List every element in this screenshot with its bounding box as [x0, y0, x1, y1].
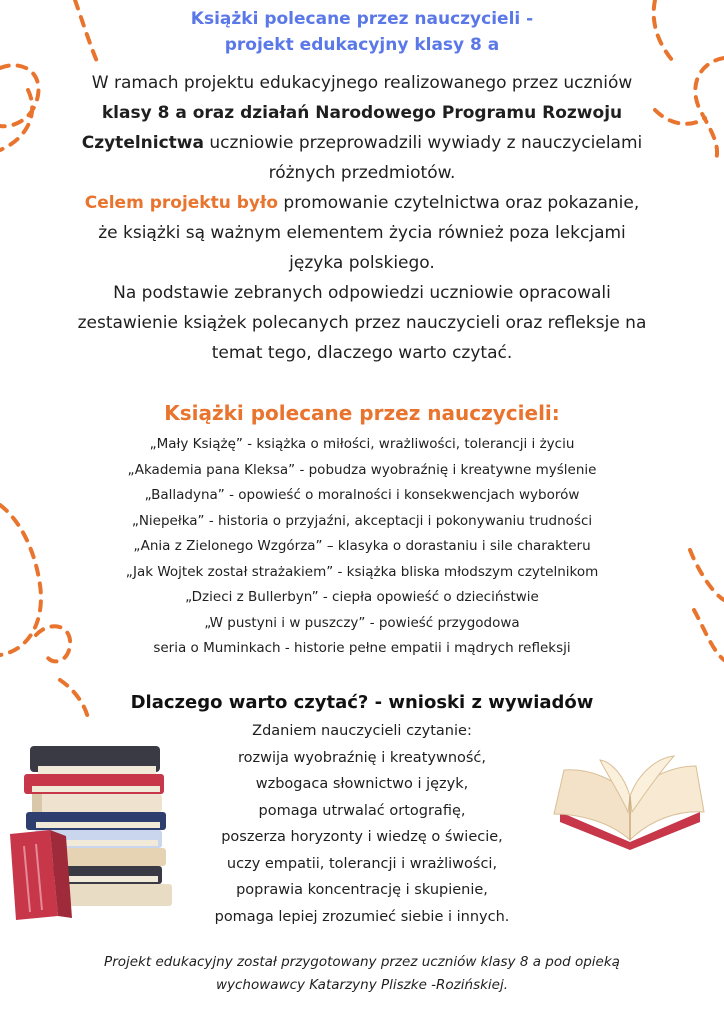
list-item: „Jak Wojtek został strażakiem” - książka bliska młodszym czytelnikom: [125, 563, 599, 580]
intro-line: temat tego, dlaczego warto czytać.: [211, 343, 513, 363]
intro-line: że książki są ważnym elementem życia również poza lekcjami: [98, 223, 626, 243]
intro-line-bold: klasy 8 a oraz działań Narodowego Programu Rozwoju: [101, 103, 623, 123]
list-item: seria o Muminkach - historie pełne empatii i mądrych refleksji: [153, 640, 571, 656]
list-item: „Ania z Zielonego Wzgórza” – klasyka o dorastaniu i sile charakteru: [133, 538, 591, 554]
book-list: [0, 432, 724, 662]
intro-line: [0, 128, 724, 158]
list-item: pomaga utrwalać ortografię,: [258, 802, 466, 819]
open-book-illustration: [550, 752, 710, 852]
intro-line: języka polskiego.: [289, 253, 435, 273]
list-item: wzbogaca słownictwo i język,: [255, 776, 469, 792]
list-item: rozwija wyobraźnię i kreatywność,: [237, 749, 487, 766]
page-title: [0, 6, 724, 58]
list-item: poprawia koncentrację i skupienie,: [236, 882, 488, 898]
intro-text: promowanie czytelnictwa oraz pokazanie,: [278, 193, 640, 213]
list-item: „Dzieci z Bullerbyn” - ciepła opowieść o dzieciństwie: [185, 589, 539, 605]
footer-note: [0, 951, 724, 997]
intro-line: różnych przedmiotów.: [268, 163, 456, 183]
intro-text: uczniowie przeprowadzili wywiady z nauczycielami: [203, 133, 643, 153]
list-item: „W pustyni i w puszczy” - powieść przygodowa: [204, 614, 520, 631]
intro-line: W ramach projektu edukacyjnego realizowanego przez uczniów: [91, 73, 633, 93]
list-item: pomaga lepiej zrozumieć siebie i innych.: [214, 908, 510, 925]
project-goal-highlight: Celem projektu było: [84, 193, 278, 213]
intro-paragraph: [0, 68, 724, 368]
intro-line: zestawienie książek polecanych przez nauczycieli oraz refleksje na: [77, 313, 647, 333]
title-line-1: Książki polecane przez nauczycieli -: [190, 9, 534, 29]
books-heading: Książki polecane przez nauczycieli:: [164, 401, 560, 425]
intro-line: Na podstawie zebranych odpowiedzi uczniowie opracowali: [113, 283, 611, 303]
conclusions-heading: Dlaczego warto czytać? - wnioski z wywiadów: [130, 692, 594, 713]
conclusions-intro: Zdaniem nauczycieli czytanie:: [252, 723, 472, 739]
list-item: uczy empatii, tolerancji i wrażliwości,: [226, 855, 498, 872]
list-item: „Balladyna” - opowieść o moralności i konsekwencjach wyborów: [144, 487, 580, 503]
intro-line: [0, 188, 724, 218]
list-item: poszerza horyzonty i wiedzę o świecie,: [221, 829, 503, 845]
list-item: „Mały Książę” - książka o miłości, wrażliwości, tolerancji i życiu: [149, 436, 575, 452]
footer-line-1: Projekt edukacyjny został przygotowany przez uczniów klasy 8 a pod opieką: [104, 954, 620, 970]
footer-line-2: wychowawcy Katarzyny Pliszke -Rozińskiej.: [215, 977, 509, 993]
list-item: „Akademia pana Kleksa” - pobudza wyobraźnię i kreatywne myślenie: [127, 461, 597, 478]
intro-bold-word: Czytelnictwa: [81, 133, 204, 153]
book-stack-illustration: [8, 736, 178, 922]
list-item: „Niepełka” - historia o przyjaźni, akceptacji i pokonywaniu trudności: [131, 512, 593, 529]
title-line-2: projekt edukacyjny klasy 8 a: [224, 35, 500, 55]
